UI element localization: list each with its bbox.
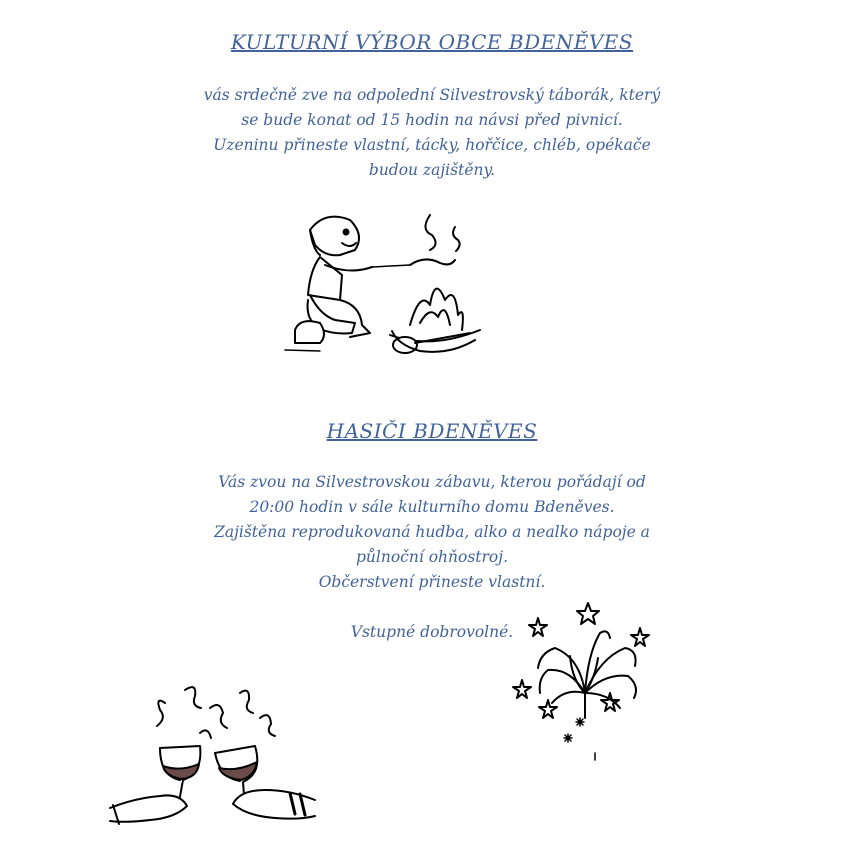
section1-line-4: budou zajištěny.: [368, 161, 496, 179]
fireworks-illustration: [510, 598, 660, 773]
section2-heading: HASIČI BDENĚVES: [326, 419, 538, 443]
section2-line-1: Vás zvou na Silvestrovskou zábavu, kterou pořádají od: [218, 473, 646, 491]
section1-line-3: Uzeninu přineste vlastní, tácky, hořčice, chléb, opékače: [213, 136, 651, 154]
section2-line-4: půlnoční ohňostroj.: [355, 548, 508, 566]
wine-glasses-toast-illustration: [105, 678, 320, 833]
section2-line-5: Občerstvení přineste vlastní.: [318, 573, 546, 591]
section1-line-1: vás srdečně zve na odpolední Silvestrovský táborák, který: [203, 86, 661, 104]
section2-line-2: 20:00 hodin v sále kulturního domu Bdeněves.: [249, 498, 615, 516]
section2-line-3: Zajištěna reprodukovaná hudba, alko a nealko nápoje a: [214, 523, 650, 541]
section1-line-2: se bude konat od 15 hodin na návsi před pivnicí.: [241, 111, 623, 129]
entry-note: Vstupné dobrovolné.: [350, 623, 514, 641]
section1-heading: KULTURNÍ VÝBOR OBCE BDENĚVES: [230, 30, 634, 54]
campfire-illustration: [280, 205, 485, 365]
